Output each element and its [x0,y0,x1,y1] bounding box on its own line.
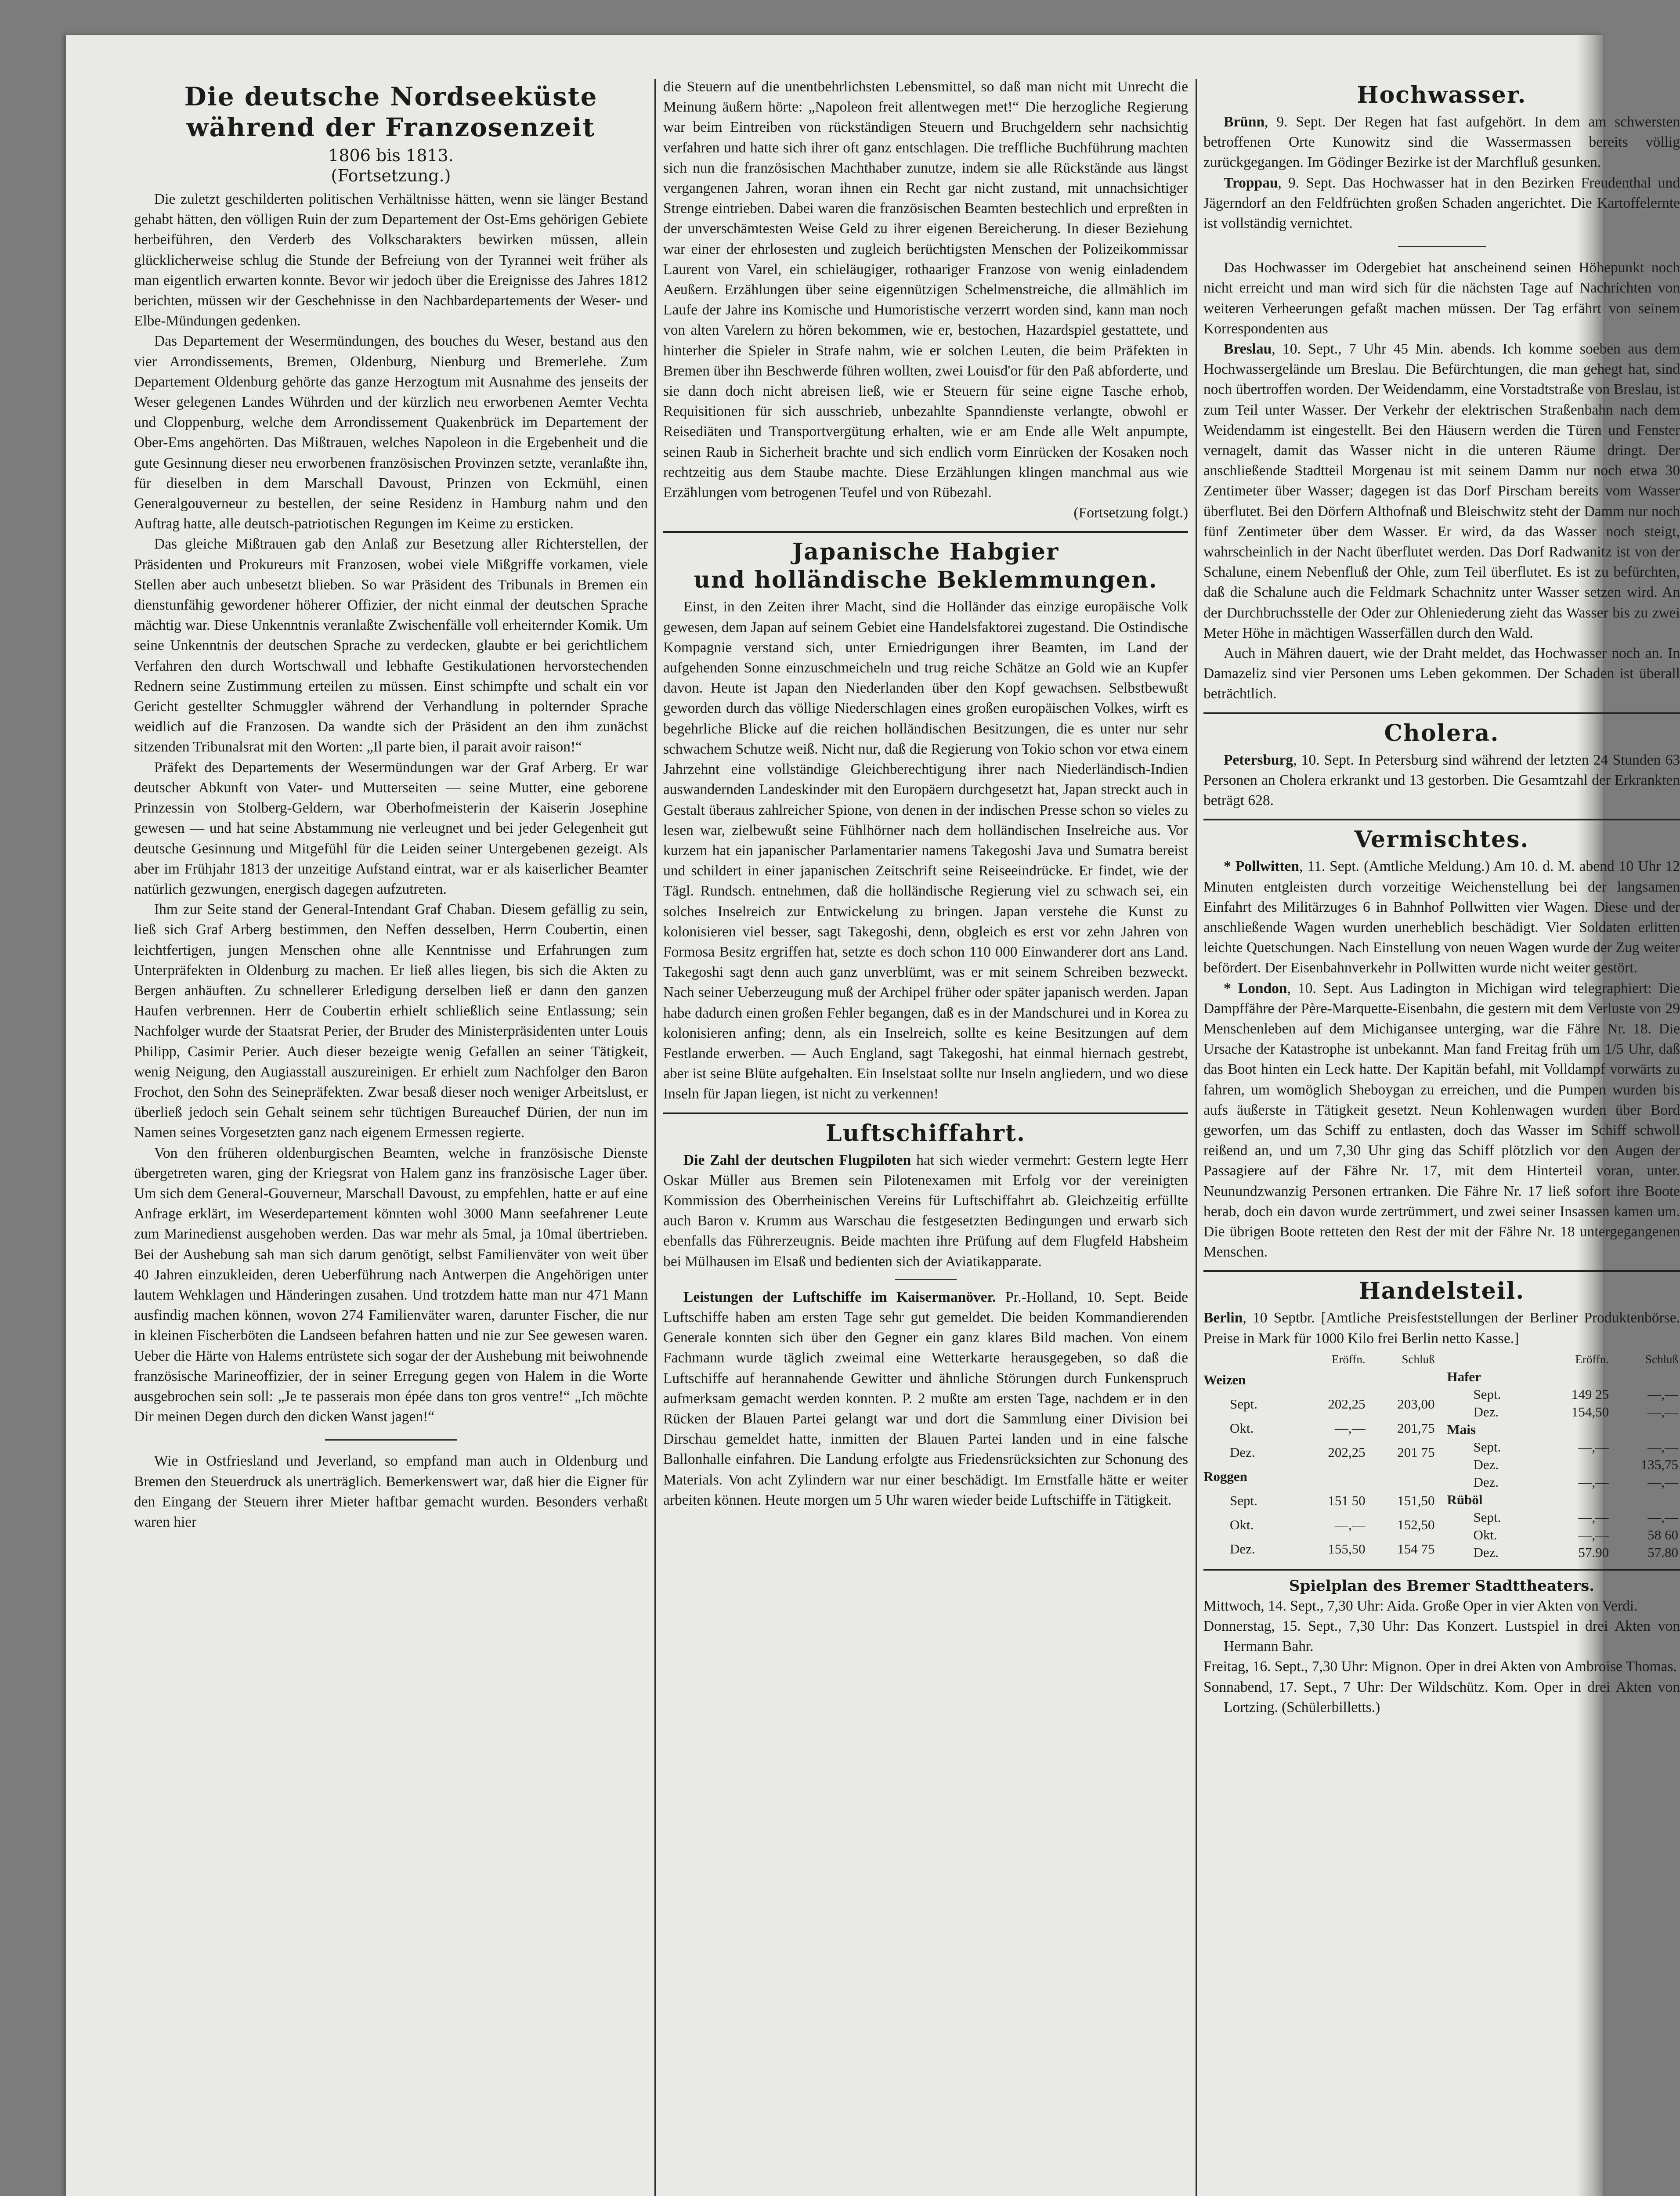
article-paragraph: Von den früheren oldenburgischen Beamten, welche in französische Dienste übergetreten waren, ging der Kriegsrat von Halem ganz ins französische Lager über. Um sich dem General-Gouverneur, Marschall Davoust, zu empfehlen, hatte er auf eine Anfrage erklärt, im Weserdepartement könnten wohl 3000 Mann seefahrener Leute zum Marinedienst ausgehoben werden. Das war mehr als 5mal, ja 10mal übertrieben. Bei der Aushebung sah man sich darum genötigt, selbst Familienväter von weit über 40 Jahren einzukleiden, deren Ueberführung nach Antwerpen die Angehörigen unter lautem Wehklagen und Händeringen zusahen. Und trotzdem hatte man nur 471 Mann ausfindig machen können, wovon 274 Familienväter waren, darunter Fischer, die nur in kleinen Fischerböten die Landseen befahren hatten und nie zur See gewesen waren. Ueber die Härte von Halems entrüstete sich sogar der der Aushebung mit beiwohnende französische Marineoffizier, der in seiner Erregung gegen von Halem in die Worte ausgebrochen sein soll: „Je te passerais mon épée dans ton gros ventre!“ „Ich möchte Dir meinen Degen durch den dicken Wanst jagen!“ [134,1145,648,1425]
price-cell-open: —,— [1334,1517,1366,1533]
hoch-paragraph-5: Auch in Mähren dauert, wie der Draht meldet, das Hochwasser noch an. In Damazeliz sind vier Personen ums Leben gekommen. Der Schaden ist überall beträchtlich. [1203,645,1680,702]
price-cell-label: Dez. [1230,1541,1255,1557]
price-cell-close: —,— [1647,1509,1678,1525]
section-rule [1203,712,1680,714]
cholera-text: , 10. Sept. In Petersburg sind während der letzten 24 Stunden 63 Personen an Cholera erkrankt und 13 gestorben. Die Gesamtzahl der Erkrankten beträgt 628. [1203,751,1680,809]
luft-lead-1: Die Zahl der deutschen Flugpiloten [683,1152,911,1168]
price-cell-label: Okt. [1473,1527,1497,1542]
article-headline [134,81,648,143]
price-cell-open: 154,50 [1571,1404,1609,1419]
price-row [1203,1537,1437,1561]
price-row [1447,1368,1680,1386]
price-table-right [1447,1351,1680,1561]
luftschiffahrt-headline: Luftschiffahrt. [825,1120,1026,1147]
section-rule [1203,1569,1680,1571]
header-close: Schluß [1645,1352,1678,1366]
price-cell-close: 203,00 [1397,1396,1435,1412]
price-row [1447,1509,1680,1526]
dateline-breslau: Breslau [1224,341,1272,358]
hoch-text-2: , 9. Sept. Das Hochwasser hat in den Bezirken Freudenthal und Jägerndorf an den Feldfrüchten großen Schaden angerichtet. Die Kartoffelernte ist vollständig vernichtet. [1203,174,1680,232]
section-rule [663,531,1188,533]
theater-entry: Sonnabend, 17. Sept., 7 Uhr: Der Wildschütz. Kom. Oper in drei Akten von Lortzing. (Schülerbilletts.) [1203,1679,1680,1716]
price-table-right-body [1447,1368,1680,1561]
price-cell-label: Dez. [1230,1445,1255,1460]
price-cell-close: 152,50 [1397,1517,1435,1533]
price-cell-open [1541,1421,1611,1438]
price-cell-open [1541,1456,1611,1474]
price-row [1203,1489,1437,1513]
theater-headline: Spielplan des Bremer Stadttheaters. [1289,1577,1595,1595]
theater-entry: Donnerstag, 15. Sept., 7,30 Uhr: Das Konzert. Lustspiel in drei Akten von Hermann Bahr. [1203,1618,1680,1655]
price-cell-open: 57.90 [1578,1544,1609,1560]
hoch-text-1: , 9. Sept. Der Regen hat fast aufgehört. In dem am schwersten betroffenen Orte Kunowitz sind die Wassermassen bereits völlig zurückgegangen. Im Gödinger Bezirke ist der Marchfluß gesunken. [1203,114,1680,171]
article-paragraph: Die zuletzt geschilderten politischen Verhältnisse hätten, wenn sie länger Bestand gehabt hätten, den völligen Ruin der zum Departement der Ost-Ems gehörigen Gebiete herbeiführen, den Verderb des Volkscharakters bewirken müssen, allein glücklicherweise schlug die Stunde der Befreiung von der Tyrannei weit früher als man eigentlich erwarten konnte. Bevor wir jedoch über die Ereignisse des Jahres 1812 berichten, müssen wir der Geschehnisse in den Nachbardepartements der Weser- und Elbe-Mündungen gedenken. [134,191,648,329]
headline-line-1: Die deutsche Nordseeküste [184,82,598,112]
price-cell-label: Sept. [1230,1396,1257,1412]
verm-text-2: , 10. Sept. Aus Ladington in Michigan wird telegraphiert: Die Dampffähre der Père-Marquette-Eisenbahn, die gestern mit dem Verluste von 29 Menschenleben auf dem Michigansee unterging, war die Fähre Nr. 18. Die Ursache der Katastrophe ist unbekannt. Man fand Freitag früh um 1/5 Uhr, daß das Boot hinten ein Leck hatte. Der Kapitän befahl, mit Volldampf vorwärts zu fahren, um womöglich Sheboygan zu erreichen, und die Pumpen wurden bis aufs äußerste in Tätigkeit gesetzt. Neun Kohlenwagen wurden über Bord geworfen, um das Schiff zu entlasten, doch das Wasser im Schiff schwoll reißend an, und um 7,30 Uhr ging das Schiff plötzlich vor den Augen der Passagiere auf der Fähre Nr. 17, mit dem Hinterteil voran, unter. Neunundzwanzig Personen ertranken. Die Fähre Nr. 17 ließ sofort ihre Boote herab, doch ein davon wurde zertrümmert, und zwei seiner Insassen kamen um. Die übrigen Boote retteten den Rest der mit der Fähre Nr. 18 untergegangenen Menschen. [1203,980,1680,1261]
header-open: Eröffn. [1331,1352,1366,1366]
article-paragraph: Das Departement der Wesermündungen, des bouches du Weser, bestand aus den vier Arrondissements, Bremen, Oldenburg, Nienburg und Bremerlehe. Zum Departement Oldenburg gehörte das ganze Herzogtum mit Ausnahme des jenseits der Weser gelegenen Landes Wührden und der kürzlich neu erworbenen Aemter Vechta und Cloppenburg, welche dem Arrondissement Quakenbrück im Departement der Ober-Ems angehörten. Das Mißtrauen, welches Napoleon in die Ergebenheit und die gute Gesinnung dieser neu erworbenen französischen Provinzen setzte, veranlaßte ihn, für dieselben in dem Marschall Davoust, Prinzen von Eckmühl, einen Generalgouverneur zu bestellen, der seine Residenz in Hamburg nahm und den Auftrag hatte, alle deutsch-patriotischen Regungen im Keime zu ersticken. [134,333,648,532]
dateline-pollwitten: * Pollwitten [1224,858,1299,875]
header-open: Eröffn. [1575,1352,1609,1366]
price-row [1203,1392,1437,1416]
japan-headline-line-2: und holländische Beklemmungen. [694,567,1158,594]
hochwasser-headline: Hochwasser. [1357,82,1527,108]
theater-entry: Freitag, 16. Sept., 7,30 Uhr: Mignon. Oper in drei Akten von Ambroise Thomas. [1203,1658,1677,1675]
price-row [1447,1544,1680,1561]
handelsteil-headline: Handelsteil. [1358,1278,1525,1305]
price-row [1447,1386,1680,1403]
price-cell-label: Sept. [1473,1509,1501,1525]
price-cell-open: 202,25 [1328,1396,1366,1412]
price-row [1447,1438,1680,1456]
price-cell-close [1367,1465,1437,1489]
price-row [1203,1368,1437,1392]
section-divider [895,1279,957,1280]
dateline-london: * London [1224,980,1287,997]
price-cell-close: 58 60 [1647,1527,1678,1542]
price-cell-close: —,— [1647,1439,1678,1455]
price-row [1447,1474,1680,1491]
section-divider [1398,246,1486,247]
price-row [1447,1526,1680,1544]
price-cell-close [1611,1421,1680,1438]
price-cell-label: Mais [1447,1421,1476,1437]
price-cell-open [1298,1465,1367,1489]
column-rule-2 [1196,79,1197,2196]
price-cell-close: —,— [1647,1404,1678,1419]
luft-text-1: hat sich wieder vermehrt: Gestern legte Herr Oskar Müller aus Bremen sein Pilotenexamen mit Erfolg vor der vereinigten Kommission des Oberrheinischen Vereins für Luftschiffahrt ab. Gleichzeitig erfüllte auch Baron v. Krumm aus Warschau die festgesetzten Bedingungen und erwarb sich ebenfalls das Führerzeugnis. Beide machten ihre Prüfung auf dem Flugfeld Habsheim bei Mülhausen im Elsaß und bedienten sich der Aviatikapparate. [663,1152,1188,1270]
price-cell-label: Dez. [1473,1544,1499,1560]
price-cell-open: —,— [1334,1420,1366,1436]
price-cell-label: Dez. [1473,1474,1499,1490]
price-cell-label: Sept. [1473,1439,1501,1455]
headline-line-2: während der Franzosenzeit [186,112,596,142]
price-cell-close: 57.80 [1647,1544,1678,1560]
price-cell-close [1611,1368,1680,1386]
price-table-left [1203,1351,1437,1561]
theater-listing [1203,1596,1680,1718]
theater-entry: Mittwoch, 14. Sept., 7,30 Uhr: Aida. Große Oper in vier Akten von Verdi. [1203,1597,1638,1614]
price-cell-open: —,— [1578,1527,1609,1542]
price-row [1203,1465,1437,1489]
article-paragraph: Ihm zur Seite stand der General-Intendant Graf Chaban. Diesem gefällig zu sein, ließ sich Graf Arberg bestimmen, den Neffen desselben, Herrn Coubertin, einen leichtfertigen, jungen Menschen ohne alle Kenntnisse und Erfahrungen zum Unterpräfekten in Oldenburg zu machen. Er ließ alles liegen, bis sich die Akten zu Bergen anhäuften. Zu schnellerer Erledigung derselben ließ er dann den ganzen Haufen verbrennen. Herr de Coubertin erhielt schließlich seine Entlassung; sein Nachfolger wurde der Staatsrat Perier, der Bruder des Ministerpräsidenten unter Louis Philipp, Casimir Perier. Auch dieser bezeigte wenig Gefallen an seiner Tätigkeit, wenig Neigung, den Augiasstall auszureinigen. Er erhielt zum Nachfolger den Baron Frochot, den Sohn des Seinepräfekten. Zwar besaß dieser noch weniger Arbeitslust, er überließ jedoch sein Gehalt seinem sehr tüchtigen Bureauchef Dürien, der nun im Namen seines Vorgesetzten ganz nach eigenem Ermessen regierte. [134,901,648,1141]
price-cell-label: Okt. [1230,1420,1254,1436]
luft-paragraph-2 [663,1287,1188,1510]
article-paragraph: Präfekt des Departements der Wesermündungen war der Graf Arberg. Er war deutscher Abkunft von Vater- und Mutterseiten — seine Mutter, eine geborene Prinzessin von Stolberg-Geldern, war Oberhofmeisterin der Kaiserin Josephine gewesen — und hat seine Abstammung nie verleugnet und bei jeder Gelegenheit gut deutsche Gesinnung und Mitgefühl für die Leiden seiner Untergebenen gezeigt. Als aber im Frühjahr 1813 der unzeitige Aufstand eintrat, war er als kaiserlicher Beamter natürlich gezwungen, energisch dagegen aufzutreten. [134,759,648,897]
price-row [1203,1416,1437,1441]
section-rule [1203,1270,1680,1272]
dateline-bruenn: Brünn [1224,114,1265,130]
price-cell-open: 155,50 [1328,1541,1366,1557]
column-left [134,77,648,2196]
price-cell-open [1298,1368,1367,1392]
continuation-follows: (Fortsetzung folgt.) [1073,505,1188,521]
price-cell-label: Roggen [1203,1469,1247,1484]
article-paragraph: Wie in Ostfriesland und Jeverland, so empfand man auch in Oldenburg und Bremen den Steuerdruck als unerträglich. Bemerkenswert war, daß hier die Eigner für den Eingang der Steuern ihrer Mieter haftbar gemacht wurden. Besonders verhaßt waren hier [134,1453,648,1530]
price-cell-open: —,— [1578,1474,1609,1490]
price-cell-label: Sept. [1230,1493,1257,1509]
hoch-paragraph-1 [1203,112,1680,173]
price-cell-close: 201 75 [1397,1445,1435,1460]
luft-paragraph-1 [663,1150,1188,1272]
section-rule [1203,819,1680,820]
price-cell-close: —,— [1647,1386,1678,1402]
price-cell-label: Sept. [1473,1386,1501,1402]
japan-article-text: Einst, in den Zeiten ihrer Macht, sind die Holländer das einzige europäische Volk gewesen, dem Japan auf seinem Gebiet eine Handelsfaktorei zugestand. Die Ostindische Kompagnie verstand sich, unter Erniedrigungen ihrer Beamten, im Land der aufgehenden Sonne einzuschmeicheln und trug reiche Schätze an Gold wie an Kupfer davon. Heute ist Japan den Niederlanden über den Kopf gewachsen. Selbstbewußt geworden durch das völlige Niederschlagen eines großen europäischen Volkes, wirft es begehrliche Blicke auf die reichen holländischen Besitzungen, die es unter nur sehr schwachem Schutze weiß. Nicht nur, daß die Regierung von Tokio schon vor etwa einem Jahrzehnt eine vollständige Gleichberechtigung ihrer nach Niederländisch-Indien auswandernden Landeskinder mit den Europäern durchgesetzt hat, Japan streckt auch in Gestalt überaus zahlreicher Spione, von denen in der indischen Presse schon so vieles zu lesen war, zielbewußt seine Fühlhörner nach dem holländischen Inselreiche aus. Vor kurzem hat ein japanischer Parlamentarier namens Takegoshi Java und Sumatra bereist und schildert in einer japanischen Zeitschrift seine Reiseeindrücke. Er findet, wie der Tägl. Rundsch. entnehmen, daß die holländische Regierung viel zu schwach sei, ein solches Inselreich zur Entwickelung zu bringen. Japan verstehe die Kunst zu kolonisieren viel besser, sagt Takegoshi, denn, obgleich es erst vor zehn Jahren von Formosa Besitz ergriffen hat, setzte es doch schon 110 000 Einwanderer dort ans Land. Takegoshi sagt denn auch ganz unverblümt, was er mit seinem Schreiben bezweckt. Nach seiner Ueberzeugung muß der Archipel früher oder später japanisch werden. Japan habe dadurch einen großen Fehler begangen, daß es in der Mandschurei und in Korea zu kolonisieren anfing; denn, als ein Inselreich, sollte es keine Besitzungen auf dem Festlande erwerben. — Auch England, sagt Takegoshi, hat einmal hiernach gestrebt, aber ist seine Blüte aufgehalten. Ein Inselstaat sollte nur Inseln angliedern, und wo diese Inseln für Japan liegen, ist nicht zu verkennen! [663,599,1188,1102]
price-cell-label: Hafer [1447,1369,1481,1384]
verm-text-1: , 11. Sept. (Amtliche Meldung.) Am 10. d. M. abend 10 Uhr 12 Minuten entgleisten durch vorzeitige Weichenstellung bei der langsamen Einfahrt des Militärzuges 6 in Bahnhof Pollwitten vier Wagen. Diese und der anschließende Wagen wurden unerheblich beschädigt. Vier Soldaten erlitten leichte Quetschungen. Nach Einstellung von neuen Wagen wurde der Zug weiter befördert. Der Eisenbahnverkehr in Pollwitten wurde nicht weiter gestört. [1203,858,1680,976]
luft-lead-2: Leistungen der Luftschiffe im Kaisermanöver. [683,1289,996,1305]
price-cell-open: 151 50 [1328,1493,1366,1509]
dateline-petersburg: Petersburg [1224,751,1293,768]
price-cell-close: 154 75 [1397,1541,1435,1557]
handel-intro [1203,1308,1680,1348]
price-cell-open [1541,1368,1611,1386]
continuation-note: (Fortsetzung.) [331,166,451,185]
price-cell-close [1367,1368,1437,1392]
dateline-berlin: Berlin [1203,1310,1243,1326]
price-cell-open [1541,1491,1611,1509]
column-right [1203,77,1680,2196]
price-cell-label: Weizen [1203,1372,1246,1388]
section-rule [663,1112,1188,1114]
price-cell-close: 201,75 [1397,1420,1435,1436]
verm-paragraph-2 [1203,979,1680,1263]
cholera-headline: Cholera. [1384,719,1499,747]
article-paragraph: die Steuern auf die unentbehrlichsten Lebensmittel, so daß man nicht mit Unrecht die Meinung äußern hörte: „Napoleon freit allentwegen met!“ Die herzogliche Regierung war beim Eintreiben von rückständigen Steuern und Bruchgeldern sehr nachsichtig verfahren und hatte sich ihrer oft ganz entschlagen. Die treffliche Buchführung machten sich nun die französischen Machthaber zunutze, indem sie alle Rückstände aus längst vergangenen Jahren, woran ihnen ein Recht gar nicht zustand, mit unnachsichtiger Strenge eintrieben. Dabei waren die französischen Beamten bestechlich und erpreßten in der unverschämtesten Weise Geld zu ihrer eigenen Bereicherung. In dieser Beziehung war einer der ehrlosesten und zugleich berüchtigsten Menschen der Polizeikommissar Laurent von Varel, ein schieläugiger, rothaariger Franzose von wenig einladendem Aeußern. Erzählungen über seine eigennützigen Schelmenstreiche, die allmählich im Laufe der Jahre ins Komische und Humoristische verzerrt worden sind, kann man noch von alten Varelern zu hören bekommen, wie er, bestochen, Hazardspiel gestattete, und hinterher die Spieler in Strafe nahm, wie er solchen Leuten, die beim Präfekten in Bremen über ihn Beschwerde führen wollten, zwei Louisd'or für den Paß abforderte, und sie dann doch nicht abreisen ließ, wie er Steuern für seine eigne Tasche erhob, Requisitionen für sich ausschrieb, unbezahlte Spanndienste verlangte, obwohl er Reisediäten und Transportvergütung erhalten, wie er am Ende alle Welt anpumpte, seinen Raub in Sicherheit brachte und sich endlich vorm Einrücken der Kosaken noch rechtzeitig aus dem Staube machte. Diese Erzählungen klingen manchmal aus wie Erzählungen vom betrogenen Teufel und von Rübezahl. [663,79,1188,501]
hoch-paragraph-4 [1203,339,1680,643]
article-years: 1806 bis 1813. [328,146,454,165]
price-cell-label: Okt. [1230,1517,1254,1533]
hoch-paragraph-3: Das Hochwasser im Odergebiet hat anscheinend seinen Höhepunkt noch nicht erreicht und man wird sich für die nächsten Tage auf Nachrichten von weiteren Verheerungen gefaßt machen müssen. Der Tag erfährt von seinem Korrespondenten aus [1203,260,1680,337]
price-row [1447,1421,1680,1438]
price-cell-open: 149 25 [1571,1386,1609,1402]
newspaper-page [66,35,1680,2196]
article-paragraph: Das gleiche Mißtrauen gab den Anlaß zur Besetzung aller Richterstellen, der Präsidenten und Prokureurs mit Franzosen, wobei viele Mißgriffe vorkamen, viele Stellen aber auch unbesetzt blieben. So war Präsident des Tribunals in Bremen ein dienstunfähig gewordener höherer Offizier, der nicht einmal der deutschen Sprache mächtig war. Diese Unkenntnis veranlaßte Zwischenfälle voll erheiternder Komik. Um seine Unkenntnis der deutschen Sprache zu verdecken, glaubte er bei gerichtlichem Verfahren den durch Wortschwall und lebhafte Gestikulationen hervorstechenden Rednern seine Zustimmung erteilen zu müssen. Einst schimpfte und schalt ein vor Gericht gestellter Schmuggler während der Verhandlung in polternder Sprache weidlich auf die Franzosen. Da wandte sich der Präsident an den ihm zunächst sitzenden Tribunalsrat mit den Worten: „Il parte bien, il parait avoir raison!“ [134,536,648,755]
header-close: Schluß [1402,1352,1435,1366]
column-rule-1 [654,79,656,2196]
price-tables [1203,1351,1680,1561]
section-divider [325,1439,457,1441]
japan-headline-line-1: Japanische Habgier [792,538,1059,566]
price-cell-open: —,— [1578,1509,1609,1525]
price-cell-open: —,— [1578,1439,1609,1455]
price-cell-close: —,— [1647,1474,1678,1490]
price-cell-close [1611,1491,1680,1509]
price-row [1447,1403,1680,1421]
price-cell-close: 135,75 [1640,1456,1678,1472]
hoch-paragraph-2 [1203,173,1680,234]
cholera-paragraph [1203,750,1680,811]
vermischtes-headline: Vermischtes. [1354,826,1529,853]
price-table-left-body [1203,1368,1437,1561]
price-row [1447,1491,1680,1509]
dateline-troppau: Troppau [1224,174,1278,191]
price-cell-label: Dez. [1473,1456,1499,1472]
price-cell-label: Rüböl [1447,1492,1483,1507]
luft-text-2: Pr.-Holland, 10. Sept. Beide Luftschiffe haben am ersten Tage sehr gut gemeldet. Die beiden Kommandierenden Generale konnten sich über den Gegner ein ganz klares Bild machen. Von einem Fachmann wurde täglich zweimal eine Wetterkarte herausgegeben, so daß die Luftschiffe auf herannahende Gewitter und ähnliche Störungen durch Funkenspruch aufmerksam gemacht werden konnten. P. 2 mußte am ersten Tage, nachdem er in den Rücken der Blauen Partei gelangt war und dort die Sammlung einer Division bei Dirschau gemeldet hatte, inmitten der Blauen Partei landen und in eine falsche Ballonhalle einfahren. Die Landung erfolgte aus Friedensrücksichten zur Schonung des Materials. Von acht Zylindern war nur einer beschädigt. Im Ernstfalle hätte er weiter arbeiten können. Heute morgen um 5 Uhr waren wieder beide Luftschiffe in Tätigkeit. [663,1289,1189,1508]
price-row [1203,1441,1437,1465]
hoch-text-4: , 10. Sept., 7 Uhr 45 Min. abends. Ich komme soeben aus dem Hochwassergelände um Breslau. Die Befürchtungen, die man gehegt hat, sind noch übertroffen worden. Der Weidendamm, eine Vorstadtstraße von Breslau, ist zum Teil unter Wasser. Der Verkehr der elektrischen Straßenbahn nach dem Weidendamm ist eingestellt. Bei den Häusern werden die Türen und Fenster vernagelt, damit das Wasser nicht in die unteren Räume dringt. Der anschließende Stadtteil Morgenau ist mit seinem Damm nur noch etwa 30 Zentimeter über Wasser; dagegen ist das Dorf Pirscham bereits vom Wasser überflutet. Bei den Dörfern Althofnaß und Bleischwitz steht der Damm nur noch fünf Zentimeter über dem Wasser. Er wird, da das Wasser noch steigt, wahrscheinlich in der Nacht überflutet werden. Das Dorf Radwanitz ist von der Schalune, einem Nebenfluß der Ohle, zum Teil überflutet. Es ist zu befürchten, daß die Schalune auch die Feldmark Schachnitz unter Wasser setzen wird. An der Durchbruchsstelle der Oder zur Ohleniederung zieht das Wasser bis zu zwei Meter Höhe in mächtigen Wasserfällen durch den Wald. [1203,341,1680,641]
price-cell-label: Dez. [1473,1404,1499,1419]
price-cell-open: 202,25 [1328,1445,1366,1460]
handel-intro-text: , 10 Septbr. [Amtliche Preisfeststellungen der Berliner Produktenbörse. Preise in Mark für 1000 Kilo frei Berlin netto Kasse.] [1203,1310,1680,1347]
japan-headline [663,538,1188,594]
verm-paragraph-1 [1203,856,1680,978]
column-middle [663,77,1188,2196]
price-row [1447,1456,1680,1474]
price-row [1203,1513,1437,1537]
price-cell-close: 151,50 [1397,1493,1435,1509]
